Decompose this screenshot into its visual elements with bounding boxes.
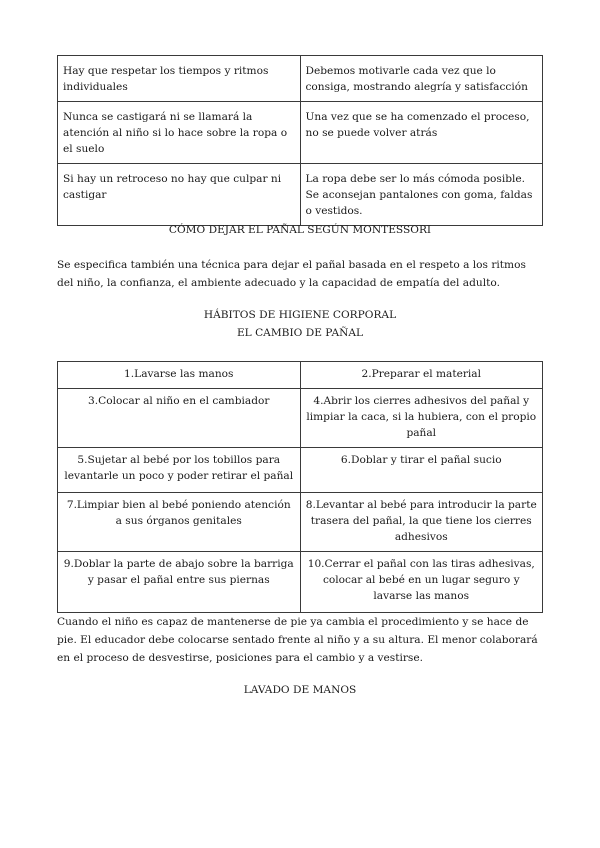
table-cell: Si hay un retroceso no hay que culpar ni castigar (58, 164, 301, 226)
table-cell: Debemos motivarle cada vez que lo consiga, mostrando alegría y satisfacción (300, 56, 543, 102)
table-cell: 6.Doblar y tirar el pañal sucio (300, 448, 543, 493)
table-cell: 7.Limpiar bien al bebé poniendo atención a sus órganos genitales (58, 493, 301, 552)
section-title-montessori: CÓMO DEJAR EL PAÑAL SEGÚN MONTESSORI (168, 224, 432, 236)
table-row (58, 389, 543, 448)
table-row (58, 552, 543, 613)
section-subtitle-cambio-panal: EL CAMBIO DE PAÑAL (236, 327, 364, 339)
paragraph-montessori: Se especifica también una técnica para dejar el pañal basada en el respeto a los ritmos del niño, la confianza, el ambiente adecuado y la capacidad de empatía del adulto. (57, 259, 526, 289)
table-cell: 1.Lavarse las manos (58, 362, 301, 389)
diaper-change-steps-table (57, 361, 543, 613)
table-row (58, 362, 543, 389)
table-cell: 3.Colocar al niño en el cambiador (58, 389, 301, 448)
table-row (58, 56, 543, 102)
table-cell: 5.Sujetar al bebé por los tobillos para levantarle un poco y poder retirar el pañal (58, 448, 301, 493)
table-row (58, 493, 543, 552)
table-row (58, 102, 543, 164)
table-cell: 10.Cerrar el pañal con las tiras adhesivas, colocar al bebé en un lugar seguro y lavarse las manos (300, 552, 543, 613)
table-cell: 4.Abrir los cierres adhesivos del pañal y limpiar la caca, si la hubiera, con el propio pañal (300, 389, 543, 448)
table-row (58, 164, 543, 226)
table-cell: Nunca se castigará ni se llamará la atención al niño si lo hace sobre la ropa o el suelo (58, 102, 301, 164)
section-title-lavado-manos: LAVADO DE MANOS (243, 684, 357, 696)
table-row (58, 448, 543, 493)
table-cell: 8.Levantar al bebé para introducir la parte trasera del pañal, la que tiene los cierres adhesivos (300, 493, 543, 552)
table-cell: 2.Preparar el material (300, 362, 543, 389)
tips-table (57, 55, 543, 226)
paragraph-standing-change: Cuando el niño es capaz de mantenerse de pie ya cambia el procedimiento y se hace de pie. El educador debe colocarse sentado frente al niño y a su altura. El menor colaborará en el proceso de desvestirse, posiciones para el cambio y a vestirse. (57, 616, 538, 664)
table-cell: La ropa debe ser lo más cómoda posible. Se aconsejan pantalones con goma, faldas o vestidos. (300, 164, 543, 226)
table-cell: Una vez que se ha comenzado el proceso, no se puede volver atrás (300, 102, 543, 164)
table-cell: Hay que respetar los tiempos y ritmos individuales (58, 56, 301, 102)
section-title-higiene: HÁBITOS DE HIGIENE CORPORAL (203, 309, 397, 321)
table-cell: 9.Doblar la parte de abajo sobre la barriga y pasar el pañal entre sus piernas (58, 552, 301, 613)
